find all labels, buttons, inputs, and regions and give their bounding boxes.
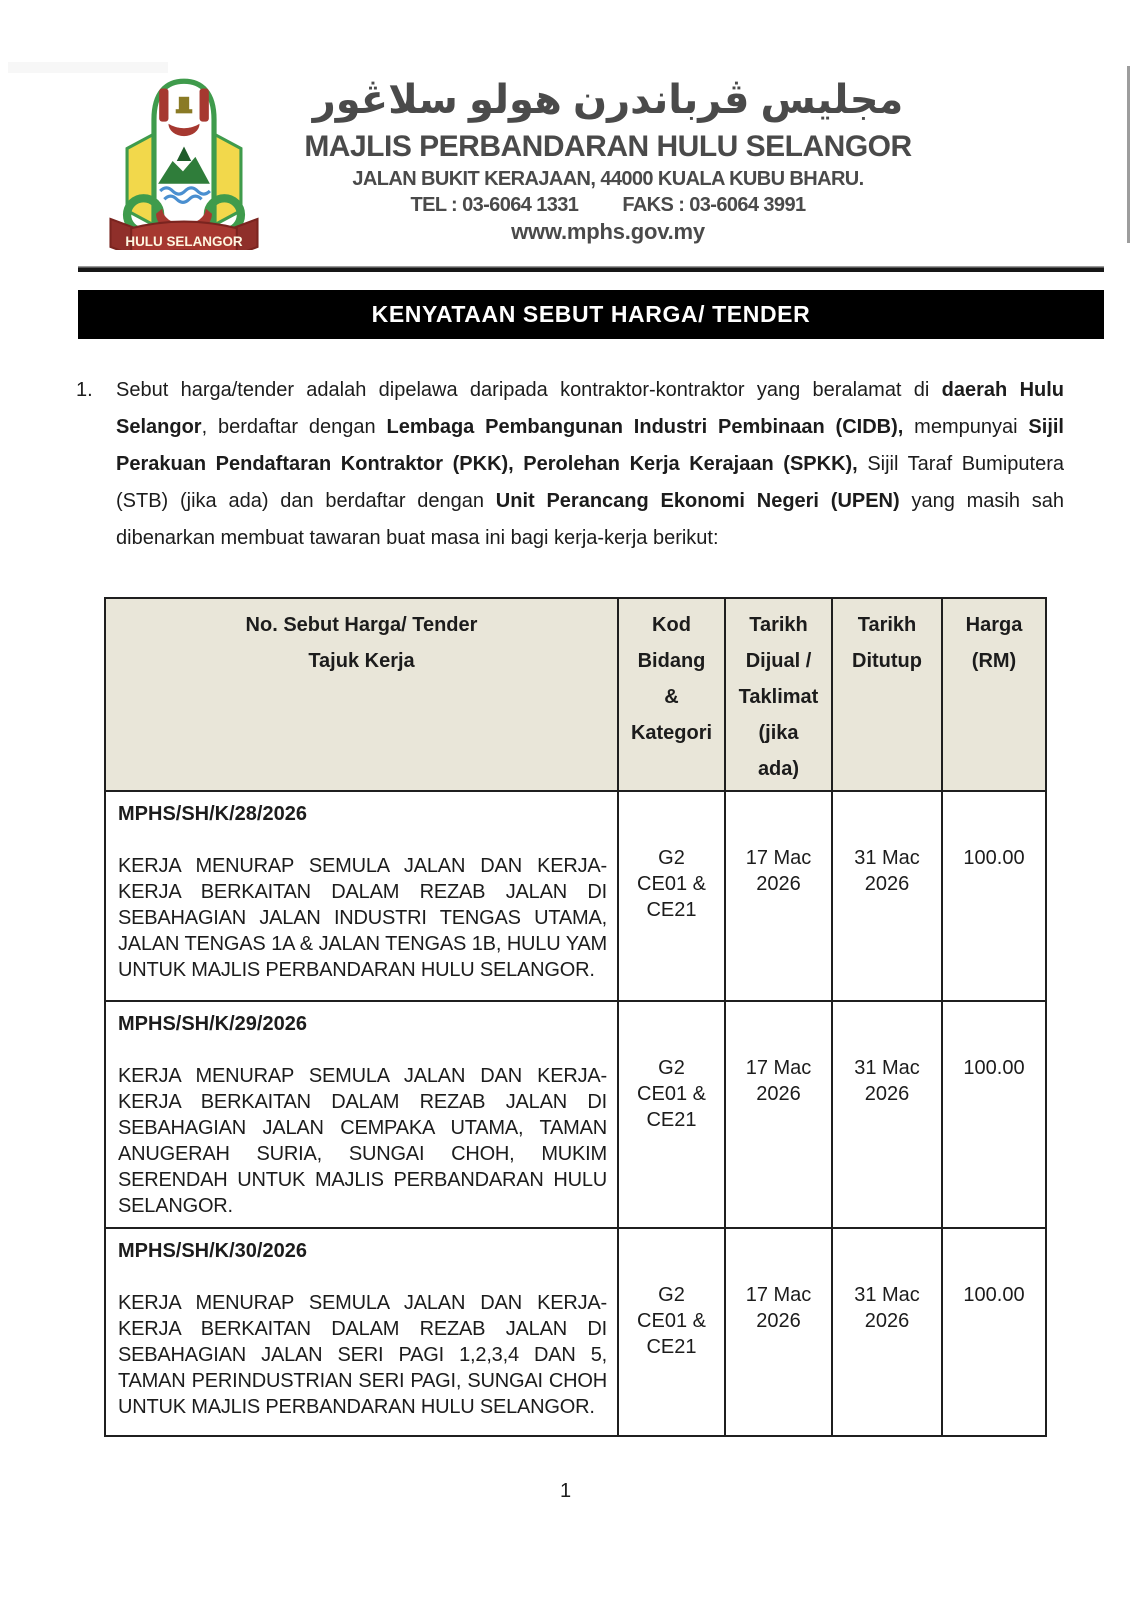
logo-ribbon-text: HULU SELANGOR — [125, 233, 243, 249]
intro-paragraph — [76, 372, 1064, 557]
tender-work-description: KERJA MENURAP SEMULA JALAN DAN KERJA-KERJA BERKAITAN DALAM REZAB JALAN DI SEBAHAGIAN JALAN SERI PAGI 1,2,3,4 DAN 5, TAMAN PERINDUSTRIAN SERI PAGI, SUNGAI CHOH UNTUK MAJLIS PERBANDARAN HULU SELANGOR. — [118, 1292, 607, 1418]
col-header-tarikh-dijual: Tarikh Dijual / Taklimat (jika ada) — [725, 598, 832, 791]
tender-row — [105, 1001, 1046, 1228]
faks-number: FAKS : 03-6064 3991 — [622, 194, 806, 216]
intro-plain-text: Sijil Taraf Bumiputera (STB) (jika ada) dan berdaftar dengan — [116, 453, 1064, 512]
header-divider — [78, 266, 1104, 272]
tender-table-body — [105, 791, 1046, 1436]
cell-tajuk-kerja — [105, 791, 618, 1001]
tender-table — [104, 597, 1047, 1437]
intro-list-number: 1. — [76, 379, 93, 401]
contact-line — [250, 192, 966, 218]
page-number: 1 — [559, 1480, 572, 1502]
intro-bold-phrase: Sijil Perakuan Pendaftaran Kontraktor (PKK), Perolehan Kerja Kerajaan (SPKK), — [116, 416, 1064, 475]
intro-plain-text: , berdaftar dengan — [201, 416, 387, 438]
cell-harga: 100.00 — [942, 791, 1046, 1001]
cell-tarikh-ditutup: 31 Mac 2026 — [832, 1001, 942, 1228]
org-name: MAJLIS PERBANDARAN HULU SELANGOR — [304, 130, 912, 163]
cell-tajuk-kerja — [105, 1228, 618, 1436]
cell-kod-bidang: G2 CE01 & CE21 — [618, 791, 725, 1001]
col-header-harga: Harga (RM) — [942, 598, 1046, 791]
scan-edge-line — [1127, 66, 1130, 243]
tender-ref-number: MPHS/SH/K/28/2026 — [118, 803, 307, 825]
intro-plain-text: yang masih sah dibenarkan membuat tawaran buat masa ini bagi kerja-kerja berikut: — [116, 490, 1064, 549]
intro-bold-phrase: daerah Hulu Selangor — [116, 379, 1064, 438]
col-header-kod-bidang: Kod Bidang & Kategori — [618, 598, 725, 791]
org-address: JALAN BUKIT KERAJAAN, 44000 KUALA KUBU BHARU. — [352, 168, 864, 190]
intro-text — [116, 372, 1064, 557]
cell-harga: 100.00 — [942, 1001, 1046, 1228]
cell-kod-bidang: G2 CE01 & CE21 — [618, 1228, 725, 1436]
tender-work-description: KERJA MENURAP SEMULA JALAN DAN KERJA-KERJA BERKAITAN DALAM REZAB JALAN DI SEBAHAGIAN JALAN CEMPAKA UTAMA, TAMAN ANUGERAH SURIA, SUNGAI CHOH, MUKIM SERENDAH UNTUK MAJLIS PERBANDARAN HULU SELANGOR. — [118, 1065, 607, 1217]
org-name-jawi: مجليس ڤرباندرن هولو سلاڠور — [312, 78, 904, 122]
cell-tarikh-ditutup: 31 Mac 2026 — [832, 1228, 942, 1436]
col-header-tajuk-kerja: No. Sebut Harga/ Tender Tajuk Kerja — [105, 598, 618, 791]
cell-tarikh-ditutup: 31 Mac 2026 — [832, 791, 942, 1001]
intro-plain-text: Sebut harga/tender adalah dipelawa daripada kontraktor-kontraktor yang beralamat di — [116, 379, 942, 401]
col-header-tarikh-ditutup: Tarikh Ditutup — [832, 598, 942, 791]
tender-ref-number: MPHS/SH/K/29/2026 — [118, 1013, 307, 1035]
scan-smudge — [8, 62, 168, 73]
tender-work-description: KERJA MENURAP SEMULA JALAN DAN KERJA-KERJA BERKAITAN DALAM REZAB JALAN DI SEBAHAGIAN JALAN INDUSTRI TENGAS UTAMA, JALAN TENGAS 1A & JALAN TENGAS 1B, HULU YAM UNTUK MAJLIS PERBANDARAN HULU SELANGOR. — [118, 855, 607, 981]
cell-tajuk-kerja — [105, 1001, 618, 1228]
cell-harga: 100.00 — [942, 1228, 1046, 1436]
cell-tarikh-dijual: 17 Mac 2026 — [725, 1228, 832, 1436]
tender-header-row — [105, 598, 1046, 791]
title-banner-text: KENYATAAN SEBUT HARGA/ TENDER — [371, 301, 811, 327]
cell-tarikh-dijual: 17 Mac 2026 — [725, 1001, 832, 1228]
council-crest-logo — [96, 74, 272, 250]
tender-row — [105, 1228, 1046, 1436]
intro-plain-text: mempunyai — [903, 416, 1029, 438]
title-banner — [78, 290, 1104, 339]
tender-row — [105, 791, 1046, 1001]
cell-tarikh-dijual: 17 Mac 2026 — [725, 791, 832, 1001]
website-url: www.mphs.gov.my — [511, 219, 705, 244]
intro-bold-phrase: Unit Perancang Ekonomi Negeri (UPEN) — [495, 490, 900, 512]
tender-ref-number: MPHS/SH/K/30/2026 — [118, 1240, 307, 1262]
cell-kod-bidang: G2 CE01 & CE21 — [618, 1001, 725, 1228]
intro-bold-phrase: Lembaga Pembangunan Industri Pembinaan (CIDB), — [386, 416, 904, 438]
letterhead — [250, 72, 966, 245]
tender-table-head — [105, 598, 1046, 791]
tel-number: TEL : 03-6064 1331 — [410, 194, 579, 216]
